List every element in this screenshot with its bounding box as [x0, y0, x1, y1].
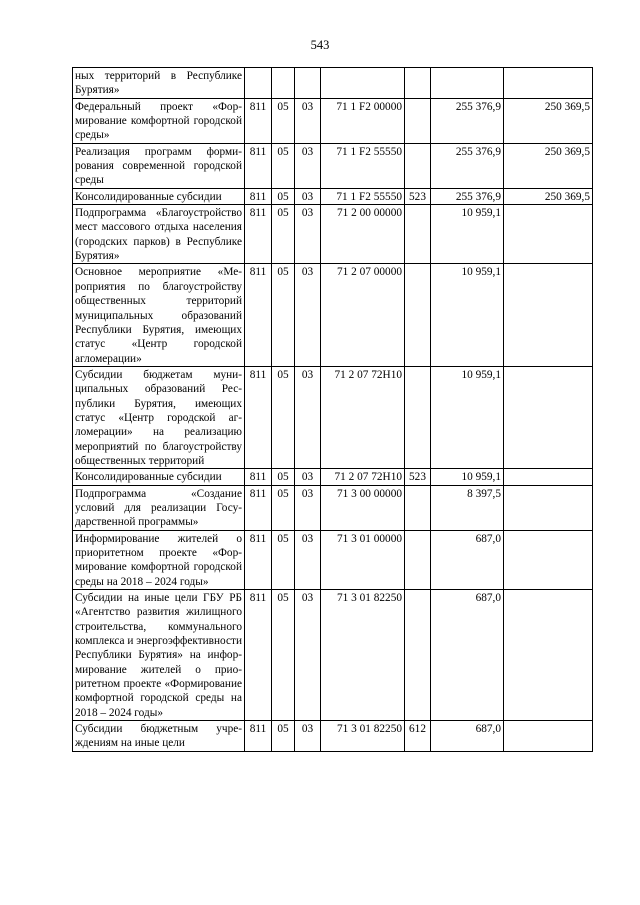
cell-pr: 03 — [295, 264, 321, 366]
cell-gr: 811 — [245, 188, 272, 204]
page-number: 543 — [310, 38, 330, 52]
cell-vr — [405, 68, 431, 99]
cell-pr: 03 — [295, 485, 321, 530]
cell-vr — [405, 205, 431, 264]
cell-cs: 71 3 00 00000 — [321, 485, 405, 530]
cell-rz: 05 — [272, 205, 295, 264]
cell-vr: 523 — [405, 188, 431, 204]
table-row — [73, 366, 593, 468]
cell-name: Консолидированные субсидии — [73, 469, 245, 485]
cell-rz — [272, 68, 295, 99]
cell-sum2 — [504, 68, 593, 99]
cell-vr — [405, 590, 431, 721]
table-row — [73, 143, 593, 188]
cell-vr — [405, 530, 431, 589]
cell-rz: 05 — [272, 590, 295, 721]
cell-sum1: 255 376,9 — [431, 98, 504, 143]
cell-sum1: 10 959,1 — [431, 469, 504, 485]
cell-name: Консолидированные субсидии — [73, 188, 245, 204]
cell-cs: 71 3 01 82250 — [321, 590, 405, 721]
cell-sum2 — [504, 469, 593, 485]
cell-gr: 811 — [245, 721, 272, 752]
cell-sum1: 687,0 — [431, 590, 504, 721]
cell-name: Федеральный проект «Формирование комфортной городской среды» — [73, 98, 245, 143]
cell-pr: 03 — [295, 205, 321, 264]
cell-sum2 — [504, 590, 593, 721]
cell-cs: 71 1 F2 55550 — [321, 143, 405, 188]
cell-sum2 — [504, 205, 593, 264]
cell-gr: 811 — [245, 143, 272, 188]
cell-vr — [405, 485, 431, 530]
cell-sum1: 10 959,1 — [431, 264, 504, 366]
table-body — [73, 68, 593, 752]
cell-vr — [405, 143, 431, 188]
table-row — [73, 264, 593, 366]
table-row — [73, 590, 593, 721]
cell-sum1: 687,0 — [431, 530, 504, 589]
table-row — [73, 469, 593, 485]
cell-name: Реализация программ формирования современной городской среды — [73, 143, 245, 188]
cell-pr — [295, 68, 321, 99]
cell-sum1: 10 959,1 — [431, 366, 504, 468]
cell-name: Информирование жителей о приоритетном проекте «Формирование комфортной городской среды на 2018 – 2024 годы» — [73, 530, 245, 589]
cell-sum2 — [504, 366, 593, 468]
table-row — [73, 721, 593, 752]
table-row — [73, 68, 593, 99]
cell-rz: 05 — [272, 530, 295, 589]
cell-gr: 811 — [245, 205, 272, 264]
cell-rz: 05 — [272, 143, 295, 188]
cell-vr — [405, 264, 431, 366]
table-row — [73, 188, 593, 204]
budget-table — [72, 67, 593, 752]
table-row — [73, 485, 593, 530]
cell-pr: 03 — [295, 590, 321, 721]
cell-name: Субсидии бюджетным учреждениям на иные цели — [73, 721, 245, 752]
cell-gr: 811 — [245, 590, 272, 721]
cell-sum2 — [504, 485, 593, 530]
cell-pr: 03 — [295, 366, 321, 468]
cell-rz: 05 — [272, 485, 295, 530]
cell-cs: 71 2 07 00000 — [321, 264, 405, 366]
cell-cs: 71 3 01 00000 — [321, 530, 405, 589]
cell-gr: 811 — [245, 485, 272, 530]
cell-cs — [321, 68, 405, 99]
cell-gr: 811 — [245, 366, 272, 468]
table-row — [73, 530, 593, 589]
cell-rz: 05 — [272, 469, 295, 485]
cell-vr: 612 — [405, 721, 431, 752]
cell-pr: 03 — [295, 721, 321, 752]
cell-sum2 — [504, 264, 593, 366]
cell-name: Основное мероприятие «Мероприятия по благоустройству общественных территорий муниципальных образований Республики Бурятия, имеющих статус «Центр городской агломерации» — [73, 264, 245, 366]
cell-sum2 — [504, 530, 593, 589]
cell-name: Подпрограмма «Благоустройство мест массового отдыха населения (городских парков) в Республике Бурятия» — [73, 205, 245, 264]
cell-gr: 811 — [245, 469, 272, 485]
cell-sum2: 250 369,5 — [504, 143, 593, 188]
cell-pr: 03 — [295, 469, 321, 485]
cell-rz: 05 — [272, 264, 295, 366]
cell-name: Субсидии на иные цели ГБУ РБ «Агентство развития жилищного строительства, коммунального комплекса и энергоэффективности Республики Бурятия» на информирование жителей о приоритетном проекте «Формирование комфортной городской среды на 2018 – 2024 годы» — [73, 590, 245, 721]
cell-pr: 03 — [295, 98, 321, 143]
cell-rz: 05 — [272, 188, 295, 204]
cell-sum2 — [504, 721, 593, 752]
cell-gr — [245, 68, 272, 99]
cell-cs: 71 1 F2 00000 — [321, 98, 405, 143]
cell-sum2: 250 369,5 — [504, 188, 593, 204]
cell-sum2: 250 369,5 — [504, 98, 593, 143]
cell-cs: 71 2 00 00000 — [321, 205, 405, 264]
cell-sum1: 8 397,5 — [431, 485, 504, 530]
cell-rz: 05 — [272, 98, 295, 143]
table-row — [73, 205, 593, 264]
cell-gr: 811 — [245, 98, 272, 143]
cell-sum1: 10 959,1 — [431, 205, 504, 264]
cell-sum1 — [431, 68, 504, 99]
cell-vr: 523 — [405, 469, 431, 485]
cell-sum1: 255 376,9 — [431, 143, 504, 188]
cell-pr: 03 — [295, 188, 321, 204]
cell-cs: 71 1 F2 55550 — [321, 188, 405, 204]
cell-cs: 71 2 07 72Н10 — [321, 366, 405, 468]
cell-cs: 71 2 07 72Н10 — [321, 469, 405, 485]
cell-rz: 05 — [272, 721, 295, 752]
cell-gr: 811 — [245, 264, 272, 366]
cell-rz: 05 — [272, 366, 295, 468]
cell-vr — [405, 98, 431, 143]
cell-sum1: 687,0 — [431, 721, 504, 752]
cell-sum1: 255 376,9 — [431, 188, 504, 204]
cell-pr: 03 — [295, 530, 321, 589]
cell-cs: 71 3 01 82250 — [321, 721, 405, 752]
cell-pr: 03 — [295, 143, 321, 188]
cell-name: ных территорий в Республике Бурятия» — [73, 68, 245, 99]
cell-name: Субсидии бюджетам муниципальных образований Республики Бурятия, имеющих статус «Центр городской агломерации» на реализацию мероприятий по благоустройству общественных территорий — [73, 366, 245, 468]
table-row — [73, 98, 593, 143]
cell-vr — [405, 366, 431, 468]
cell-gr: 811 — [245, 530, 272, 589]
cell-name: Подпрограмма «Создание условий для реализации Государственной программы» — [73, 485, 245, 530]
